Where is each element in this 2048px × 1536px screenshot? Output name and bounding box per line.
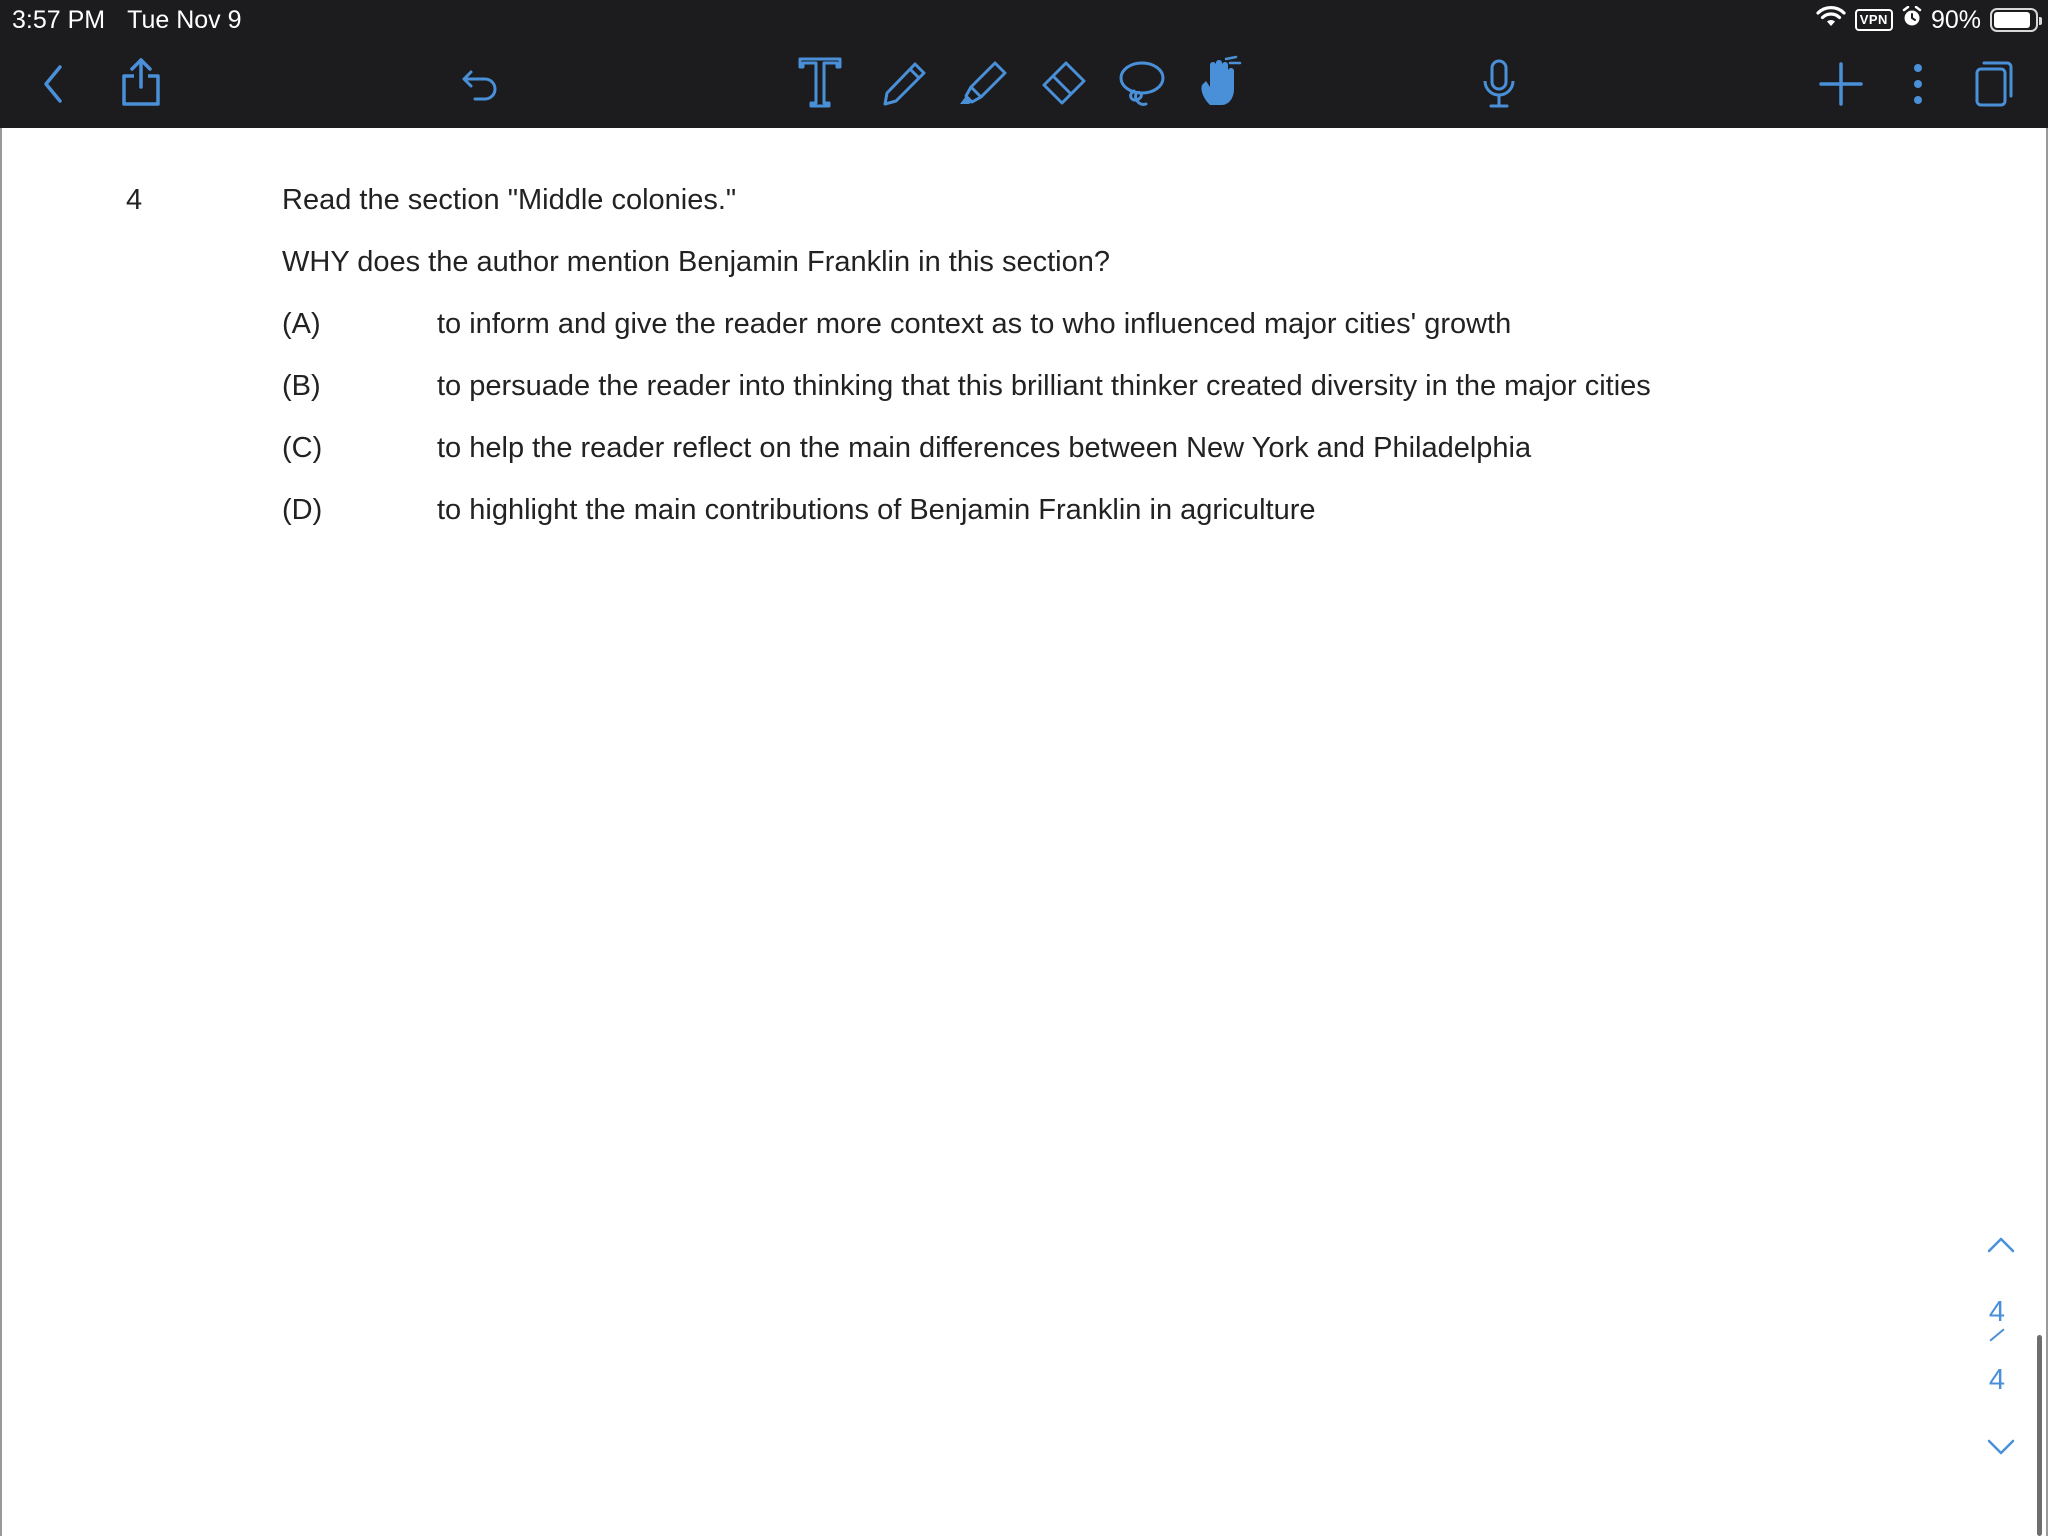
eraser-tool-icon bbox=[1036, 59, 1088, 109]
lasso-tool-icon bbox=[1116, 58, 1168, 110]
wifi-icon bbox=[1816, 6, 1846, 35]
pen-tool-icon bbox=[879, 59, 929, 109]
pen-tool-button[interactable] bbox=[876, 56, 932, 112]
option-a-letter: (A) bbox=[282, 308, 321, 340]
option-a-text: to inform and give the reader more context as to who influenced major cities' growth bbox=[437, 308, 1512, 340]
question-prompt: WHY does the author mention Benjamin Franklin in this section? bbox=[282, 246, 1111, 278]
option-d-letter: (D) bbox=[282, 494, 323, 526]
battery-level-fill bbox=[1994, 12, 2030, 28]
battery-icon bbox=[1990, 8, 2038, 32]
next-page-button[interactable] bbox=[1981, 1432, 2021, 1462]
lasso-tool-button[interactable] bbox=[1114, 56, 1170, 112]
status-bar-left bbox=[12, 4, 242, 36]
text-tool-icon bbox=[796, 55, 844, 109]
chevron-down-icon bbox=[1986, 1437, 2016, 1457]
option-c-letter: (C) bbox=[282, 432, 323, 464]
option-b-text: to persuade the reader into thinking that this brilliant thinker created diversity in the major cities bbox=[437, 370, 1651, 402]
undo-icon bbox=[461, 64, 501, 104]
battery-percent: 90% bbox=[1930, 5, 1981, 34]
chevron-up-icon bbox=[1986, 1235, 2016, 1255]
pages-button[interactable] bbox=[1966, 56, 2022, 112]
share-icon bbox=[119, 57, 163, 107]
microphone-button[interactable] bbox=[1471, 56, 1527, 112]
more-button[interactable] bbox=[1890, 56, 1946, 112]
vpn-badge: VPN bbox=[1855, 9, 1893, 31]
back-button[interactable] bbox=[25, 56, 81, 112]
pages-icon bbox=[1974, 60, 2014, 108]
more-icon bbox=[1912, 62, 1924, 106]
status-date: Tue Nov 9 bbox=[127, 5, 242, 34]
text-tool-button[interactable] bbox=[792, 54, 848, 110]
undo-button[interactable] bbox=[453, 56, 509, 112]
status-time: 3:57 PM bbox=[12, 5, 106, 34]
add-page-button[interactable] bbox=[1813, 56, 1869, 112]
eraser-tool-button[interactable] bbox=[1034, 56, 1090, 112]
current-page-number: 4 bbox=[1988, 1296, 2006, 1328]
share-button[interactable] bbox=[113, 54, 169, 110]
scroll-indicator[interactable] bbox=[2037, 1335, 2042, 1536]
back-icon bbox=[38, 63, 68, 105]
question-instruction: Read the section "Middle colonies." bbox=[282, 184, 737, 216]
top-bar bbox=[0, 0, 2048, 128]
status-bar-right bbox=[1816, 4, 2038, 36]
microphone-icon bbox=[1481, 58, 1517, 110]
hand-tool-icon bbox=[1196, 55, 1244, 109]
previous-page-button[interactable] bbox=[1981, 1230, 2021, 1260]
option-b-letter: (B) bbox=[282, 370, 321, 402]
highlighter-tool-button[interactable] bbox=[955, 56, 1011, 112]
question-number: 4 bbox=[126, 184, 143, 216]
alarm-icon bbox=[1902, 6, 1922, 35]
option-c-text: to help the reader reflect on the main differences between New York and Philadelphia bbox=[437, 432, 1532, 464]
total-page-count: 4 bbox=[1988, 1364, 2006, 1396]
hand-tool-button[interactable] bbox=[1192, 54, 1248, 110]
option-d-text: to highlight the main contributions of Benjamin Franklin in agriculture bbox=[437, 494, 1316, 526]
add-icon bbox=[1819, 62, 1863, 106]
document-page[interactable] bbox=[0, 128, 2048, 1536]
highlighter-tool-icon bbox=[957, 59, 1009, 109]
